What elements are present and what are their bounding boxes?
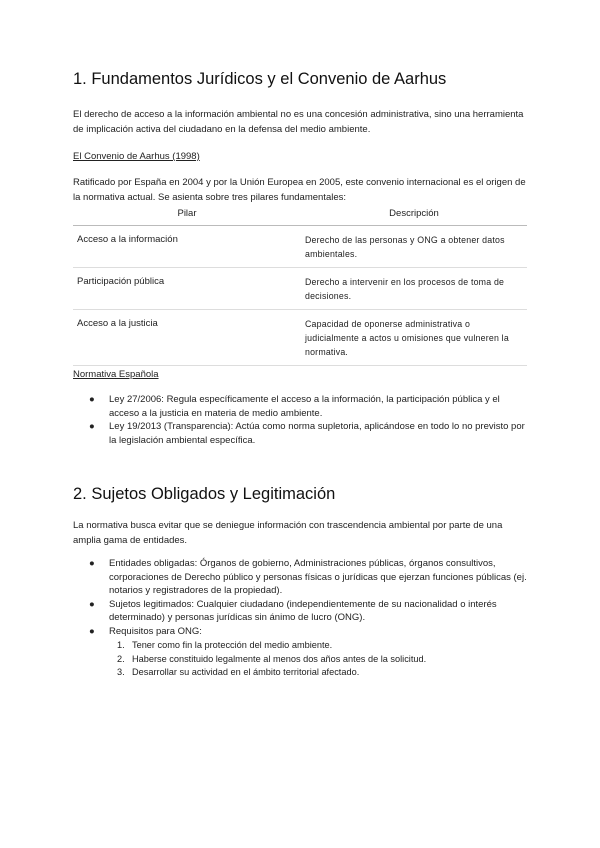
- list-item-text: Tener como fin la protección del medio ambiente.: [132, 640, 333, 650]
- section-1-intro: El derecho de acceso a la información ambiental no es una concesión administrativa, sino una herramienta de implicación activa del ciudadano en la defensa del medio ambiente.: [73, 109, 524, 135]
- list-item: 2. Haberse constituido legalmente al menos dos años antes de la solicitud.: [117, 653, 427, 664]
- pillars-table: [73, 208, 527, 366]
- list-item-text: Sujetos legitimados: Cualquier ciudadano (independientemente de su nacionalidad o interés determinado) y personas jurídicas sin ánimo de lucro (ONG).: [109, 598, 497, 623]
- column-header-pilar: Pilar: [73, 208, 301, 226]
- normativa-list: [73, 393, 527, 447]
- list-item: [73, 557, 527, 598]
- list-item: [73, 393, 527, 420]
- aarhus-text: Ratificado por España en 2004 y por la Unión Europea en 2005, este convenio internacional es el origen de la normativa actual. Se asienta sobre tres pilares fundamentales:: [73, 177, 526, 203]
- aarhus-heading: El Convenio de Aarhus (1998): [73, 151, 200, 162]
- list-item-text: Desarrollar su actividad en el ámbito territorial afectado.: [132, 667, 360, 677]
- table-row: [73, 226, 527, 268]
- list-item: [73, 598, 527, 625]
- ong-requirements-list: [73, 639, 527, 680]
- table-header-row: [73, 208, 527, 226]
- bullet-icon: ●: [89, 625, 95, 637]
- descripcion-cell: Derecho de las personas y ONG a obtener datos ambientales.: [301, 226, 527, 268]
- table-row: [73, 268, 527, 310]
- normativa-heading: Normativa Española: [73, 369, 159, 380]
- list-item-text: Ley 27/2006: Regula específicamente el acceso a la información, la participación pública y el acceso a la justicia en materia de medio ambiente.: [109, 394, 500, 419]
- pilar-cell: Participación pública: [73, 268, 301, 310]
- list-item: [73, 625, 527, 639]
- bullet-icon: ●: [89, 558, 95, 569]
- section-2-title: 2. Sujetos Obligados y Legitimación: [73, 485, 336, 503]
- list-item: 1. Tener como fin la protección del medio ambiente.: [117, 640, 333, 650]
- table-row: [73, 310, 527, 366]
- descripcion-cell: Derecho a intervenir en los procesos de toma de decisiones.: [301, 268, 527, 310]
- list-item-text: Entidades obligadas: Órganos de gobierno, Administraciones públicas, órganos consultivos, corporaciones de Derecho público y personas físicas o jurídicas que ejerzan funciones públicas (ej. notarios y registradores de la propiedad).: [109, 558, 527, 596]
- list-item: [73, 420, 527, 447]
- section-2-intro: La normativa busca evitar que se deniegue información con trascendencia ambiental por parte de una amplia gama de entidades.: [73, 520, 503, 546]
- bullet-icon: ●: [89, 394, 95, 405]
- pilar-cell: Acceso a la información: [73, 226, 301, 268]
- descripcion-cell: Capacidad de oponerse administrativa o judicialmente a actos u omisiones que vulneren la normativa.: [301, 310, 527, 366]
- list-item-text: Haberse constituido legalmente al menos dos años antes de la solicitud.: [132, 653, 427, 664]
- list-item-text: Ley 19/2013 (Transparencia): Actúa como norma supletoria, aplicándose en todo lo no previsto por la legislación ambiental específica.: [109, 421, 525, 446]
- bullet-icon: ●: [89, 598, 95, 610]
- column-header-descripcion: Descripción: [301, 208, 527, 226]
- list-item: 3. Desarrollar su actividad en el ámbito territorial afectado.: [117, 667, 360, 677]
- bullet-icon: ●: [89, 421, 95, 432]
- section-1-title: 1. Fundamentos Jurídicos y el Convenio de Aarhus: [73, 70, 447, 88]
- sujetos-list: [73, 557, 527, 638]
- pilar-cell: Acceso a la justicia: [73, 310, 301, 366]
- list-item-text: Requisitos para ONG:: [109, 625, 202, 637]
